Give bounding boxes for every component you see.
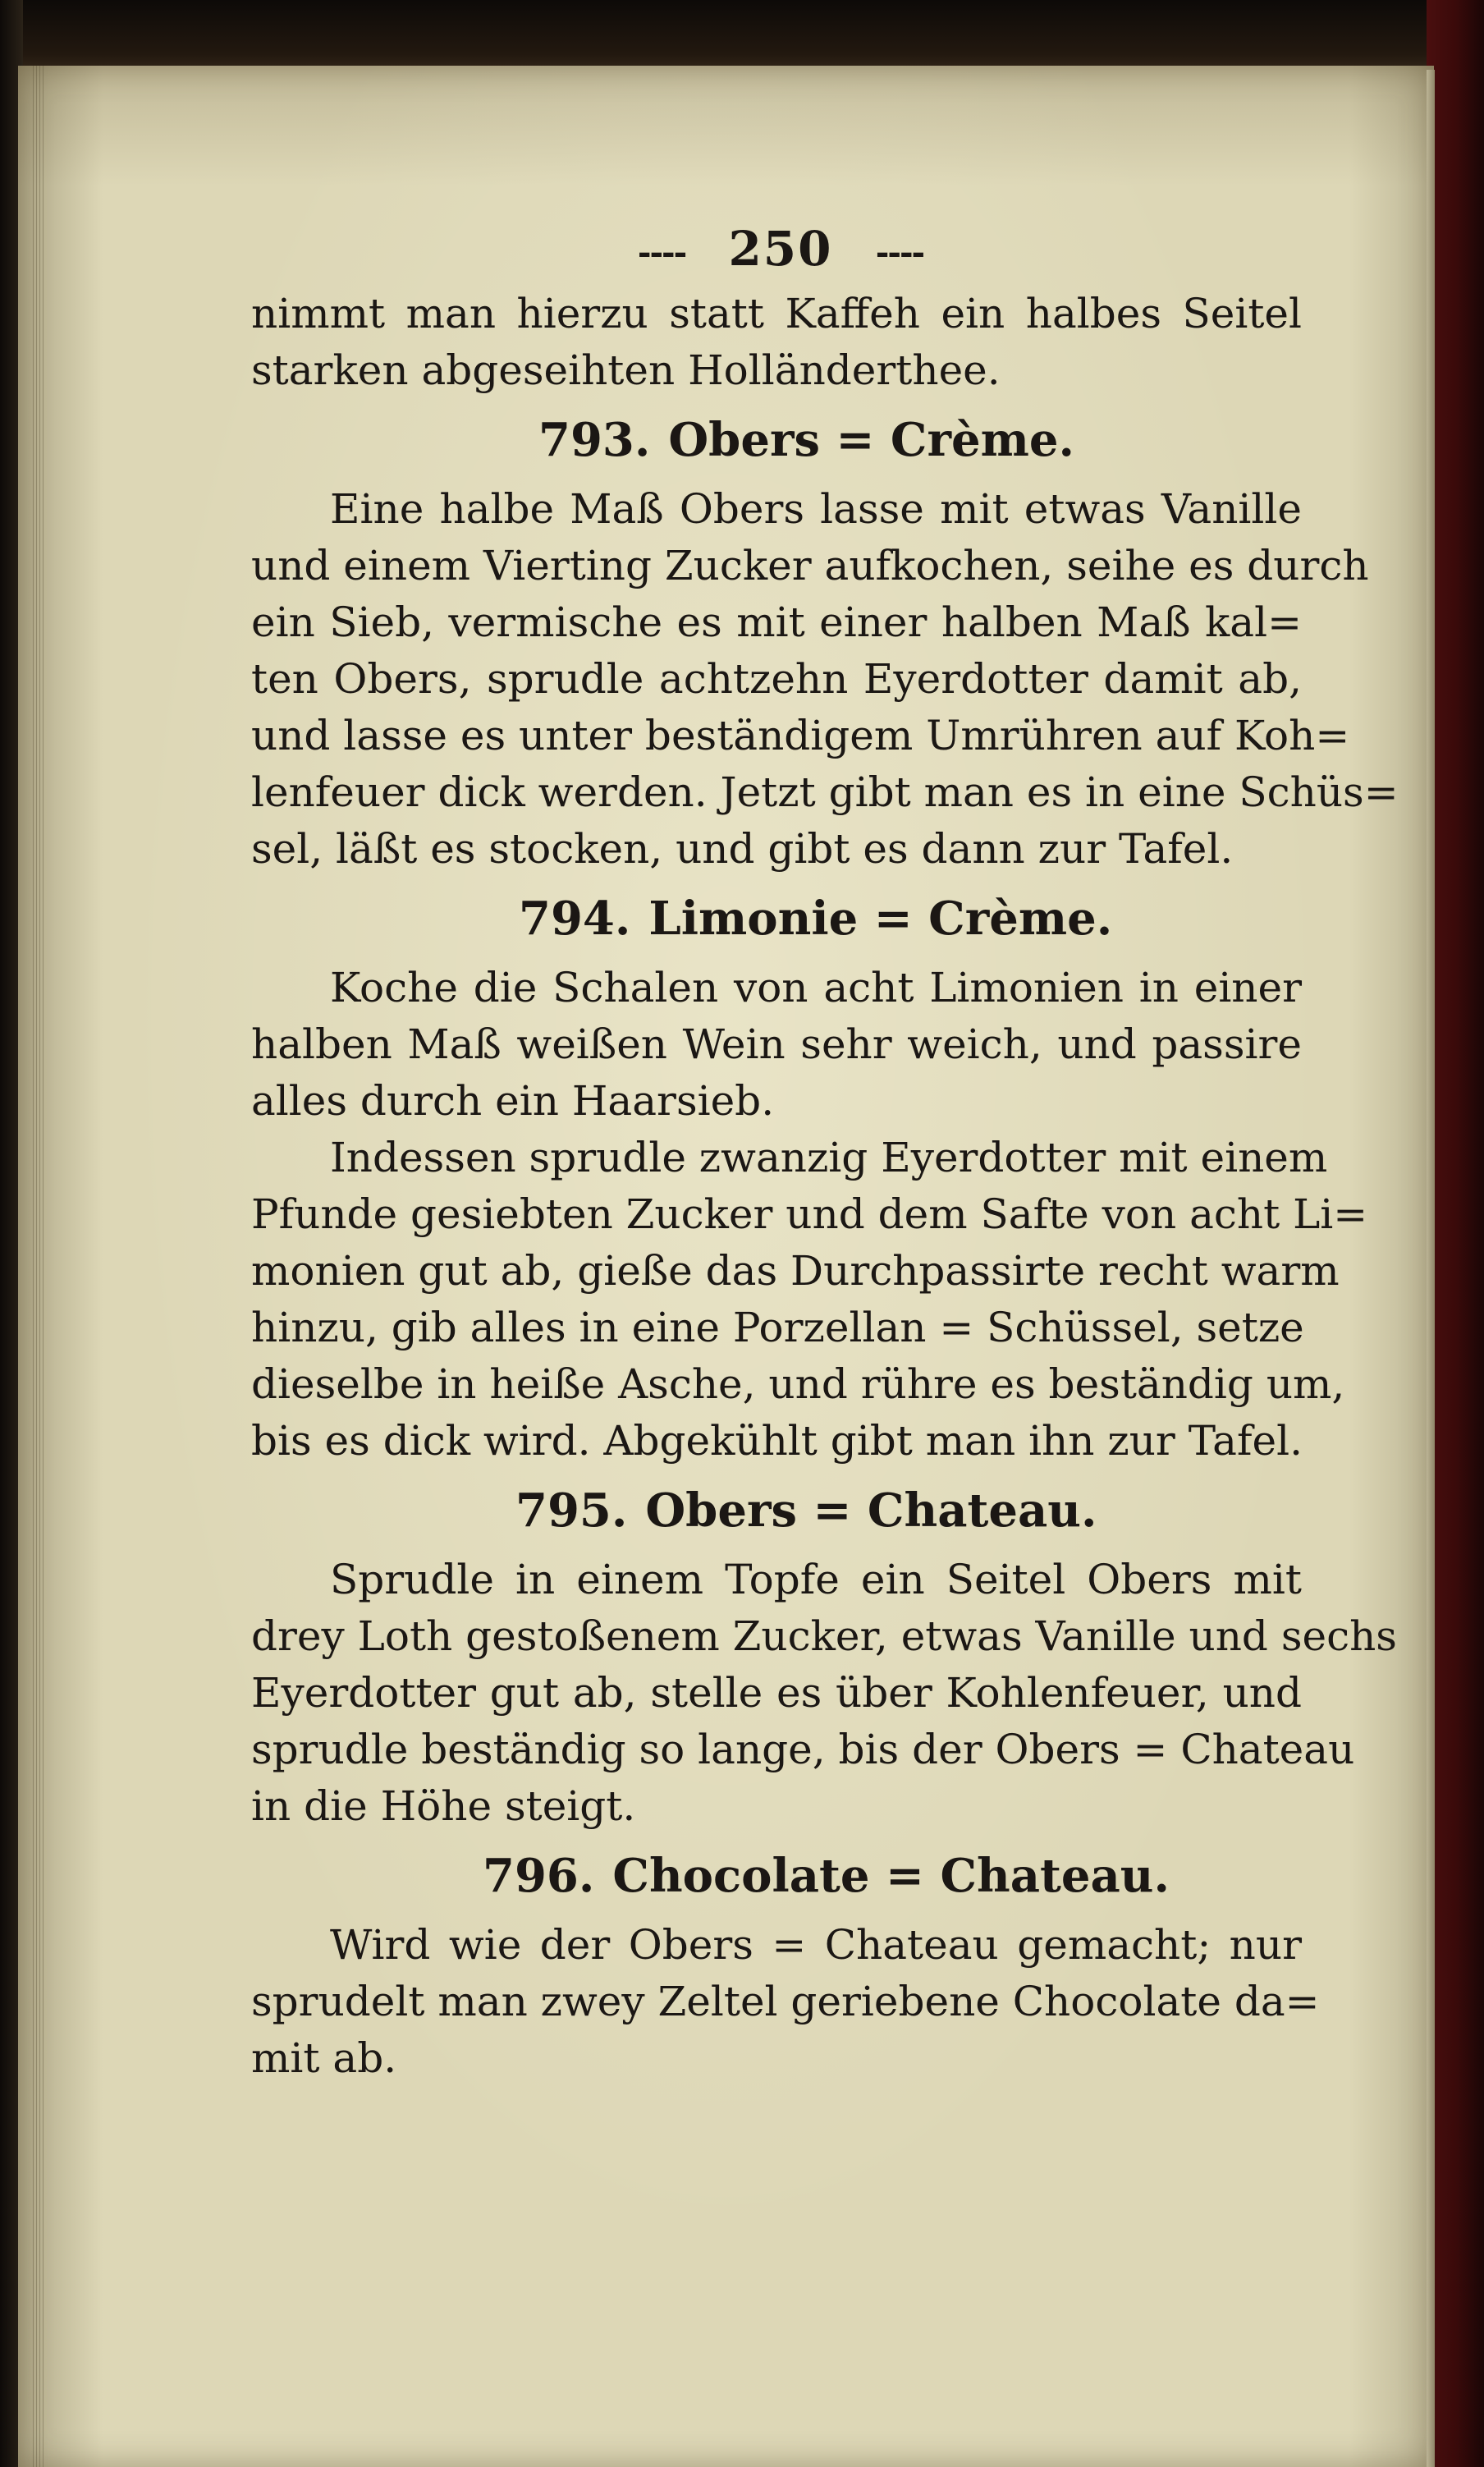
header-dash-left: ---- bbox=[637, 233, 686, 272]
body-line: Pfunde gesiebten Zucker und dem Safte von acht Li= bbox=[251, 1190, 1368, 1238]
recipe-heading-794 bbox=[251, 878, 1302, 960]
next-page-edge bbox=[1427, 70, 1435, 2467]
body-line: lenfeuer dick werden. Jetzt gibt man es in eine Schüs= bbox=[251, 768, 1399, 816]
body-line: alles durch ein Haarsieb. bbox=[251, 1077, 775, 1125]
body-line: Sprudle in einem Topfe ein Seitel Obers mit bbox=[330, 1556, 1302, 1603]
body-line: Wird wie der Obers = Chateau gemacht; nur bbox=[330, 1921, 1302, 1969]
body-line: sprudelt man zwey Zeltel geriebene Chocolate da= bbox=[251, 1978, 1320, 2025]
recipe-number: 795. bbox=[515, 1483, 628, 1538]
page-gutter bbox=[33, 66, 44, 2467]
recipe-number: 793. bbox=[538, 413, 651, 467]
body-line: Eyerdotter gut ab, stelle es über Kohlenfeuer, und bbox=[251, 1669, 1302, 1717]
body-line: ein Sieb, vermische es mit einer halben Maß kal= bbox=[251, 598, 1302, 646]
body-line: ten Obers, sprudle achtzehn Eyerdotter damit ab, bbox=[251, 655, 1302, 703]
body-line: sprudle beständig so lange, bis der Obers = Chateau bbox=[251, 1726, 1355, 1773]
recipe-heading-793 bbox=[251, 399, 1302, 481]
body-line: monien gut ab, gieße das Durchpassirte recht warm bbox=[251, 1247, 1340, 1295]
body-line: dieselbe in heiße Asche, und rühre es beständig um, bbox=[251, 1360, 1345, 1408]
header-dash-right: ---- bbox=[875, 233, 924, 272]
page-number: 250 bbox=[728, 221, 833, 277]
recipe-number: 796. bbox=[483, 1849, 595, 1903]
intro-line: starken abgeseihten Holländerthee. bbox=[251, 346, 1001, 394]
body-line: Indessen sprudle zwanzig Eyerdotter mit einem bbox=[330, 1134, 1328, 1181]
recipe-title: Chocolate = Chateau. bbox=[612, 1849, 1170, 1903]
body-line: mit ab. bbox=[251, 2034, 397, 2082]
body-line: sel, läßt es stocken, und gibt es dann zur Tafel. bbox=[251, 825, 1234, 873]
page-text bbox=[251, 212, 1399, 2087]
body-line: Eine halbe Maß Obers lasse mit etwas Vanille bbox=[330, 485, 1302, 533]
body-line: bis es dick wird. Abgekühlt gibt man ihn zur Tafel. bbox=[251, 1417, 1303, 1465]
recipe-heading-795 bbox=[251, 1470, 1302, 1552]
body-line: in die Höhe steigt. bbox=[251, 1782, 636, 1830]
book-cover-right bbox=[1427, 0, 1484, 2467]
body-line: Koche die Schalen von acht Limonien in einer bbox=[330, 964, 1302, 1011]
recipe-title: Obers = Chateau. bbox=[645, 1483, 1097, 1538]
body-line: hinzu, gib alles in eine Porzellan = Schüssel, setze bbox=[251, 1304, 1304, 1351]
intro-line: nimmt man hierzu statt Kaffeh ein halbes Seitel bbox=[251, 290, 1302, 337]
page-header bbox=[251, 212, 1302, 286]
recipe-title: Obers = Crème. bbox=[668, 413, 1074, 467]
recipe-heading-796 bbox=[251, 1835, 1302, 1917]
body-line: drey Loth gestoßenem Zucker, etwas Vanille und sechs bbox=[251, 1612, 1397, 1660]
recipe-title: Limonie = Crème. bbox=[648, 892, 1113, 946]
recipe-number: 794. bbox=[519, 892, 631, 946]
body-line: und lasse es unter beständigem Umrühren auf Koh= bbox=[251, 712, 1350, 759]
body-line: und einem Vierting Zucker aufkochen, seihe es durch bbox=[251, 542, 1369, 589]
body-line: halben Maß weißen Wein sehr weich, und passire bbox=[251, 1020, 1302, 1068]
